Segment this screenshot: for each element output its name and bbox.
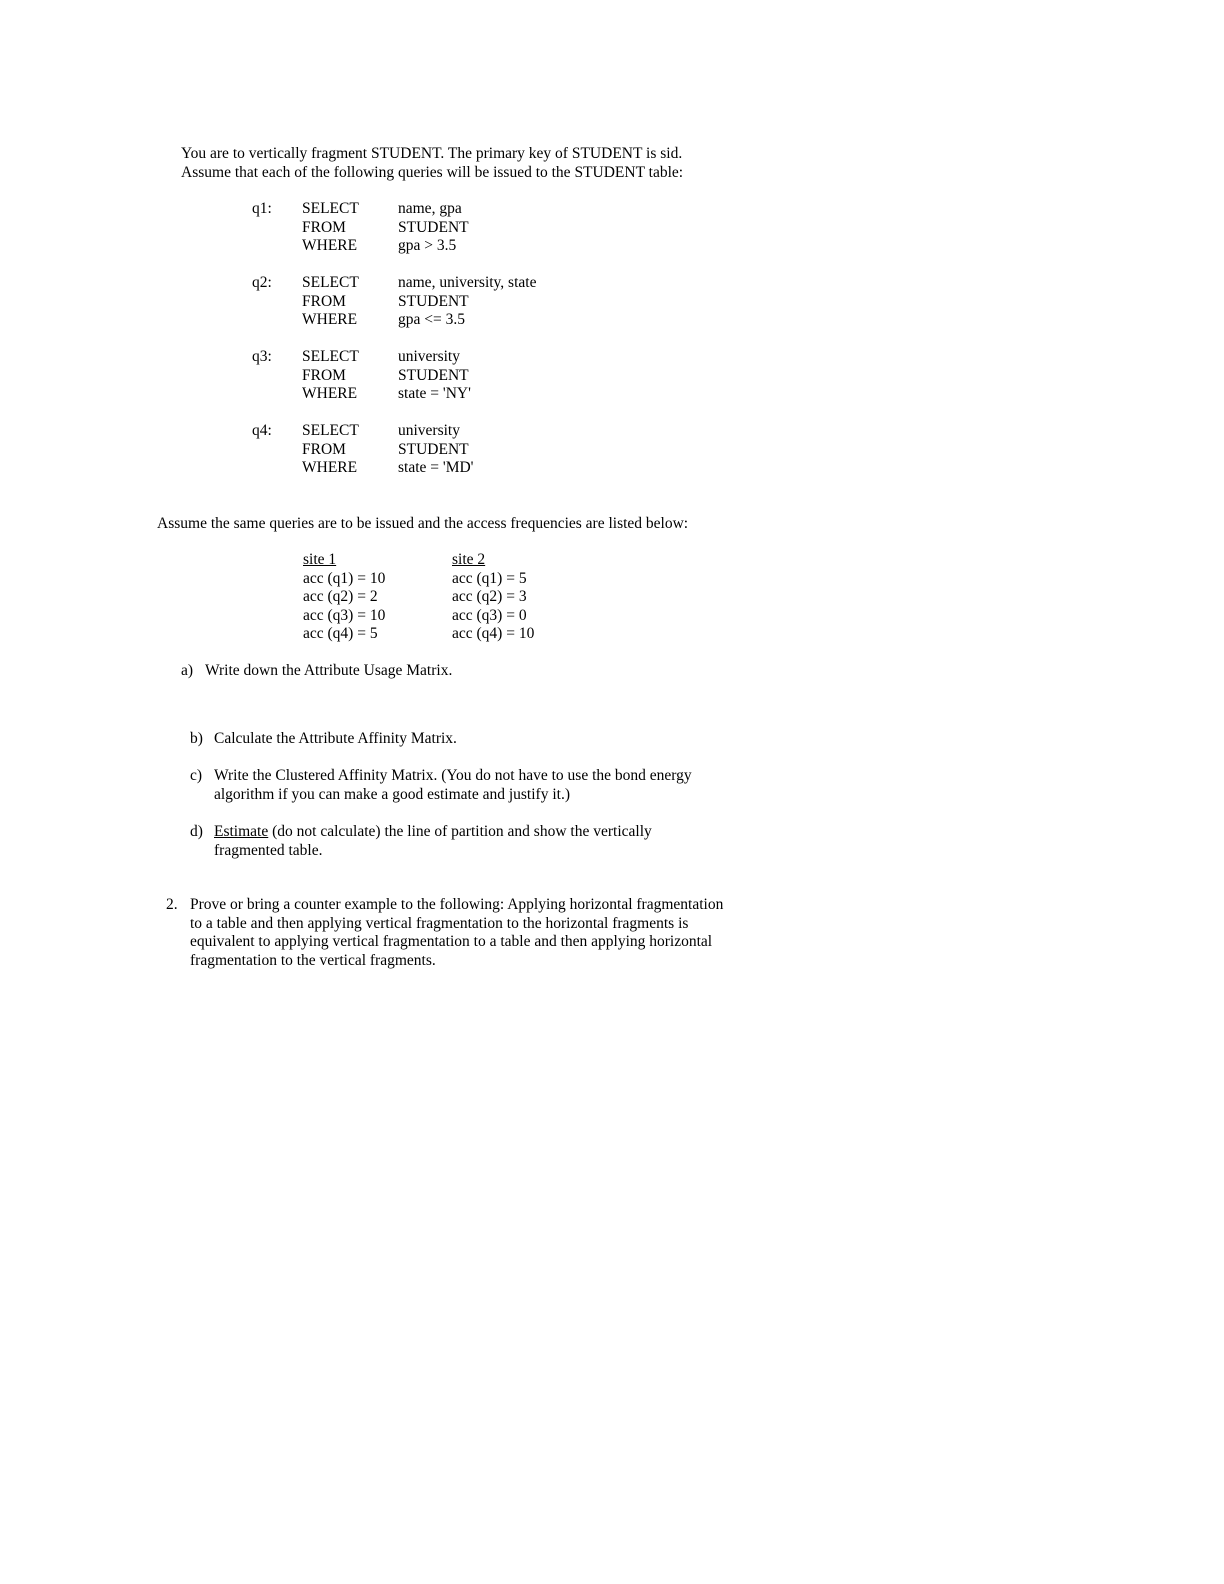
from-keyword: FROM [302,292,346,310]
intro-line-2: Assume that each of the following queries will be issued to the STUDENT table: [181,163,684,181]
site-heading: site 1 [303,551,337,568]
access-frequency: acc (q2) = 2 [303,588,378,605]
query-clauses [398,274,536,330]
query-label: q3: [252,348,272,365]
emphasized-word: Estimate [214,823,269,840]
select-clause: university [398,348,460,365]
where-keyword: WHERE [302,311,358,328]
query-keywords [302,274,359,330]
question-line-3: equivalent to applying vertical fragmentation to a table and then applying horizontal [190,933,713,950]
access-frequency: acc (q3) = 0 [452,606,527,624]
task-text-line-2: fragmented table. [214,841,323,859]
from-clause: STUDENT [398,366,469,384]
from-keyword: FROM [302,366,346,384]
task-marker: a) [181,662,194,679]
intro-line-1: You are to vertically fragment STUDENT. The primary key of STUDENT is sid. [181,145,683,162]
select-clause: university [398,422,460,439]
select-clause: name, gpa [398,200,462,217]
access-frequency: acc (q1) = 10 [303,569,386,587]
site-2-frequencies [452,551,534,644]
access-frequency: acc (q1) = 5 [452,569,527,587]
task-text: Calculate the Attribute Affinity Matrix. [214,730,457,747]
query-clauses [398,348,471,404]
query-keywords [302,422,359,478]
query-label: q4: [252,422,272,439]
where-clause: gpa <= 3.5 [398,311,465,328]
query-label: q2: [252,274,272,291]
select-keyword: SELECT [302,348,359,365]
question-line-4: fragmentation to the vertical fragments. [190,951,436,969]
question-line-2: to a table and then applying vertical fragmentation to the horizontal fragments is [190,914,689,932]
from-keyword: FROM [302,218,346,236]
task-text-rest: (do not calculate) the line of partition and show the vertically [268,823,652,840]
task-text [214,823,652,860]
site-heading: site 2 [452,551,486,568]
question-text [190,896,723,970]
where-keyword: WHERE [302,237,358,254]
task-text-line-2: algorithm if you can make a good estimate and justify it.) [214,785,570,803]
where-clause: gpa > 3.5 [398,237,457,254]
from-keyword: FROM [302,440,346,458]
where-clause: state = 'NY' [398,385,471,402]
where-keyword: WHERE [302,385,358,402]
access-frequency: acc (q4) = 5 [303,625,378,642]
from-clause: STUDENT [398,218,469,236]
select-keyword: SELECT [302,200,359,217]
query-clauses [398,422,473,478]
select-clause: name, university, state [398,274,537,291]
task-marker: d) [190,823,203,840]
intro-paragraph [181,145,683,182]
site-1-frequencies [303,551,385,644]
task-text-line-1 [214,823,652,842]
select-keyword: SELECT [302,422,359,439]
where-keyword: WHERE [302,459,358,476]
query-label: q1: [252,200,272,217]
task-text-line-1: Write the Clustered Affinity Matrix. (You do not have to use the bond energy [214,767,692,784]
access-frequency: acc (q2) = 3 [452,588,527,605]
frequency-intro: Assume the same queries are to be issued and the access frequencies are listed below: [157,515,689,532]
task-text: Write down the Attribute Usage Matrix. [205,662,453,679]
question-marker: 2. [166,896,178,913]
task-marker: c) [190,767,203,784]
query-keywords [302,200,359,256]
task-marker: b) [190,730,203,747]
question-line-1: Prove or bring a counter example to the following: Applying horizontal fragmentation [190,896,724,913]
query-keywords [302,348,359,404]
access-frequency: acc (q3) = 10 [303,606,386,624]
select-keyword: SELECT [302,274,359,291]
from-clause: STUDENT [398,440,469,458]
query-clauses [398,200,469,256]
where-clause: state = 'MD' [398,459,474,476]
access-frequency: acc (q4) = 10 [452,625,535,642]
from-clause: STUDENT [398,292,469,310]
task-text [214,767,692,804]
